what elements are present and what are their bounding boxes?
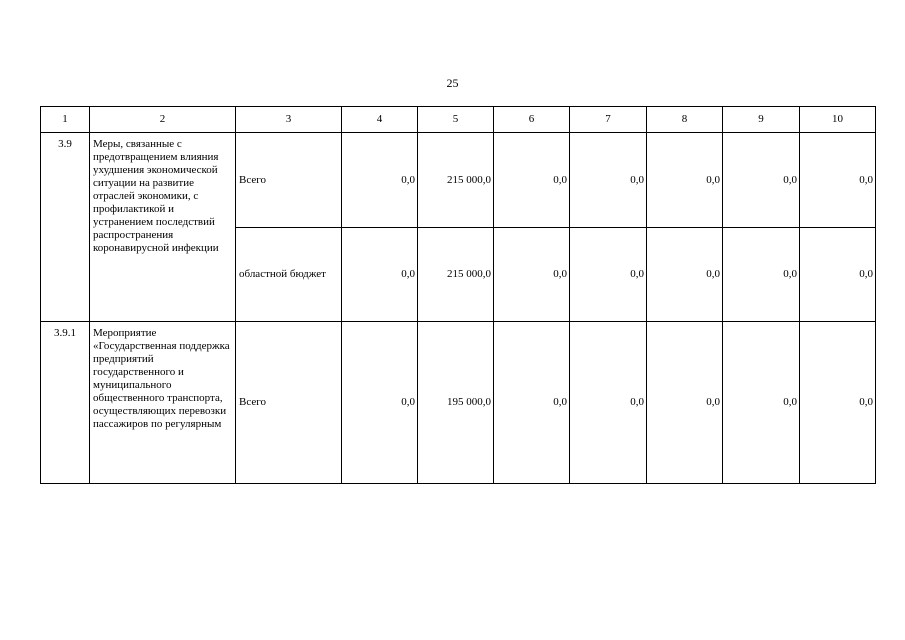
value-cell: 0,0 — [342, 322, 418, 484]
column-header-9: 9 — [723, 107, 800, 133]
column-header-10: 10 — [800, 107, 876, 133]
column-header-3: 3 — [236, 107, 342, 133]
value-cell: 0,0 — [494, 228, 570, 322]
column-header-6: 6 — [494, 107, 570, 133]
column-header-1: 1 — [41, 107, 90, 133]
budget-table — [40, 106, 876, 484]
page-number: 25 — [446, 76, 459, 90]
funding-source: областной бюджет — [236, 228, 342, 322]
value-cell: 195 000,0 — [418, 322, 494, 484]
table-row — [41, 322, 876, 484]
value-cell: 0,0 — [494, 133, 570, 228]
value-cell: 0,0 — [800, 228, 876, 322]
column-header-8: 8 — [647, 107, 723, 133]
value-cell: 0,0 — [647, 133, 723, 228]
value-cell: 0,0 — [342, 133, 418, 228]
value-cell: 0,0 — [342, 228, 418, 322]
table-row — [41, 133, 876, 228]
value-cell: 0,0 — [723, 322, 800, 484]
column-header-7: 7 — [570, 107, 647, 133]
value-cell: 0,0 — [800, 322, 876, 484]
value-cell: 0,0 — [800, 133, 876, 228]
item-number: 3.9 — [41, 133, 90, 322]
value-cell: 0,0 — [647, 228, 723, 322]
value-cell: 0,0 — [723, 228, 800, 322]
funding-source: Всего — [236, 133, 342, 228]
table-header-row — [41, 107, 876, 133]
value-cell: 0,0 — [647, 322, 723, 484]
value-cell: 0,0 — [570, 322, 647, 484]
column-header-4: 4 — [342, 107, 418, 133]
funding-source: Всего — [236, 322, 342, 484]
column-header-5: 5 — [418, 107, 494, 133]
value-cell: 0,0 — [570, 133, 647, 228]
item-name: Меры, связанные с предотвращением влияния ухудшения экономической ситуации на развитие отраслей экономики, с профилактикой и устранением последствий распространения коронавирусной инфекции — [90, 133, 236, 322]
column-header-2: 2 — [90, 107, 236, 133]
item-name: Мероприятие «Государственная поддержка предприятий государственного и муниципального общественного транспорта, осуществляющих перевозки пассажиров по регулярным — [90, 322, 236, 484]
value-cell: 0,0 — [570, 228, 647, 322]
value-cell: 215 000,0 — [418, 133, 494, 228]
item-number: 3.9.1 — [41, 322, 90, 484]
value-cell: 215 000,0 — [418, 228, 494, 322]
value-cell: 0,0 — [723, 133, 800, 228]
value-cell: 0,0 — [494, 322, 570, 484]
